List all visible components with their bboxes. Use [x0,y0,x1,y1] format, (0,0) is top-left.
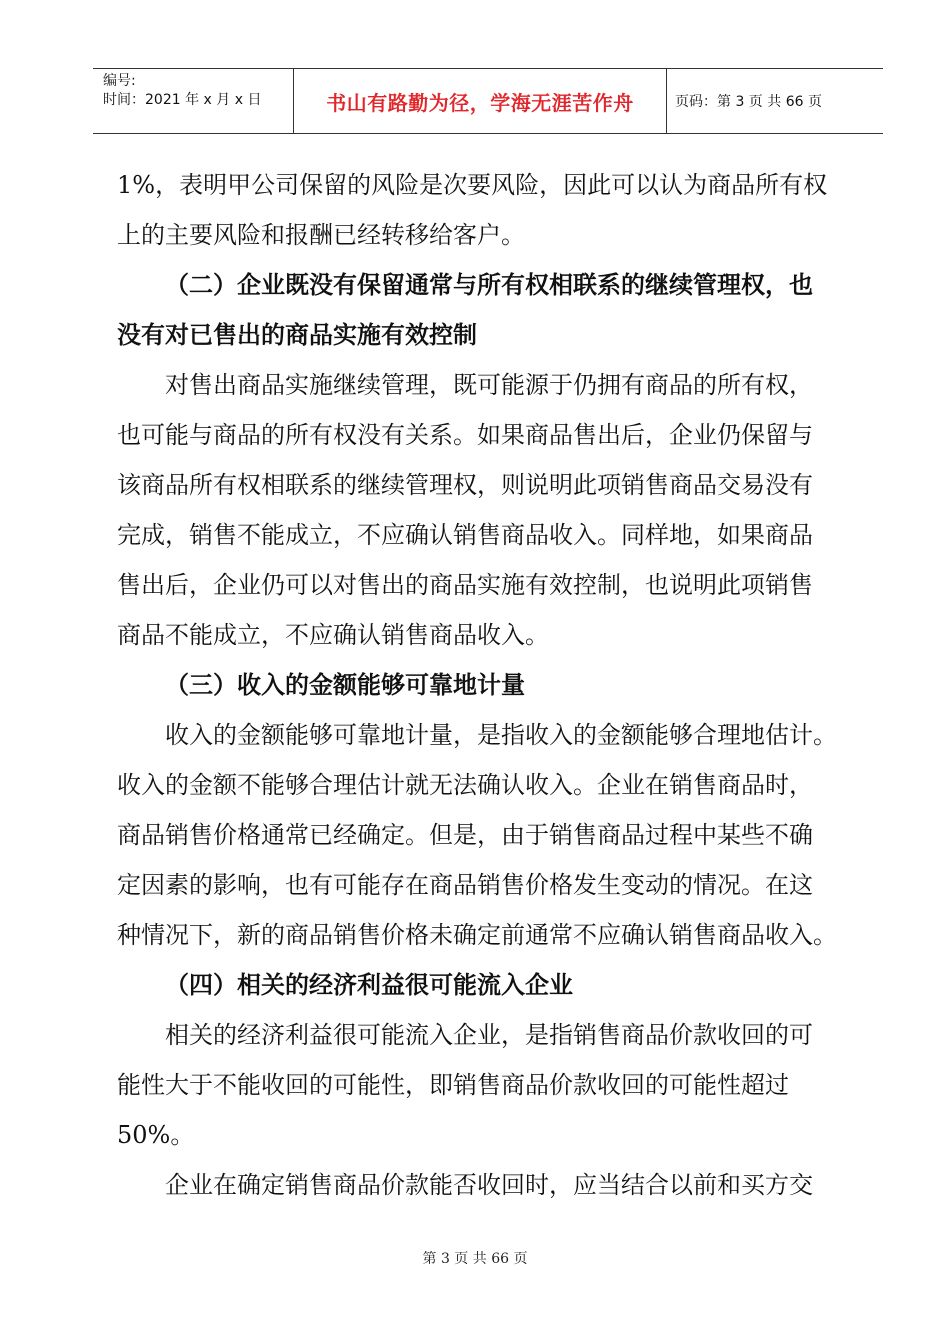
body-text-line: 完成，销售不能成立，不应确认销售商品收入。同样地，如果商品 [117,521,813,549]
section-heading-3: （三）收入的金额能够可靠地计量 [165,671,525,699]
section-heading-2: （二）企业既没有保留通常与所有权相联系的继续管理权，也 [165,271,813,299]
body-text-line: 企业在确定销售商品价款能否收回时，应当结合以前和买方交 [165,1171,813,1199]
section-heading-4: （四）相关的经济利益很可能流入企业 [165,971,573,999]
header-motto: 书山有路勤为径，学海无涯苦作舟 [326,90,634,115]
body-text-line: 收入的金额能够可靠地计量，是指收入的金额能够合理地估计。 [165,721,837,749]
body-text-line: 商品不能成立，不应确认销售商品收入。 [117,621,549,649]
body-text-line: 定因素的影响，也有可能存在商品销售价格发生变动的情况。在这 [117,871,813,899]
body-text-line: 种情况下，新的商品销售价格未确定前通常不应确认销售商品收入。 [117,921,837,949]
body-text-line: 上的主要风险和报酬已经转移给客户。 [117,221,525,249]
header-page-info: 页码：第 3 页 共 66 页 [675,94,822,110]
body-text-line: 1%，表明甲公司保留的风险是次要风险，因此可以认为商品所有权 [117,171,828,199]
document-number-label: 编号: [103,73,136,89]
page-footer: 第 3 页 共 66 页 [422,1251,528,1267]
body-text-line: 商品销售价格通常已经确定。但是，由于销售商品过程中某些不确 [117,821,813,849]
body-text-line: 售出后，企业仍可以对售出的商品实施有效控制，也说明此项销售 [117,571,813,599]
body-text-line: 相关的经济利益很可能流入企业，是指销售商品价款收回的可 [165,1021,813,1049]
section-heading-2-cont: 没有对已售出的商品实施有效控制 [117,321,477,349]
body-text-line: 收入的金额不能够合理估计就无法确认收入。企业在销售商品时， [117,771,813,799]
body-text-line: 能性大于不能收回的可能性，即销售商品价款收回的可能性超过 [117,1071,789,1099]
body-text-line: 对售出商品实施继续管理，既可能源于仍拥有商品的所有权， [165,371,813,399]
document-date-label: 时间：2021 年 x 月 x 日 [103,92,262,108]
body-text-line: 50%。 [117,1121,195,1149]
body-text-line: 也可能与商品的所有权没有关系。如果商品售出后，企业仍保留与 [117,421,813,449]
body-text-line: 该商品所有权相联系的继续管理权，则说明此项销售商品交易没有 [117,471,813,499]
